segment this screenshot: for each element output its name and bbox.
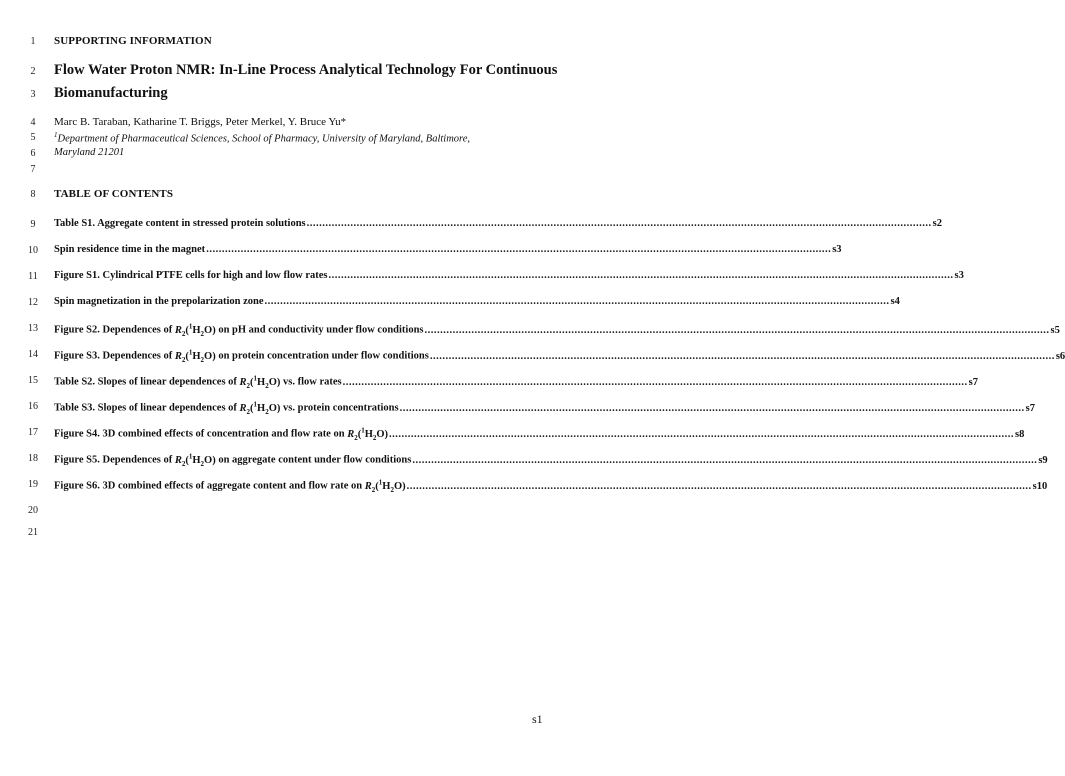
toc-label-post: on pH and conductivity under flow conditions: [215, 324, 424, 336]
r2-open-paren: (: [250, 376, 254, 388]
r2-h-subscript: 2: [200, 355, 205, 364]
paper-title-line1: Flow Water Proton NMR: In-Line Process Analytical Technology For Continuous: [54, 62, 558, 78]
toc-entry[interactable]: [54, 348, 1065, 364]
affiliation-line1: [54, 131, 470, 145]
r2-o: O): [393, 480, 406, 492]
r2-subscript: 2: [181, 329, 186, 338]
line-number: 9: [30, 219, 36, 230]
toc-label-pre: Table S2. Slopes of linear dependences of: [54, 376, 240, 388]
toc-entry-label: Figure S1. Cylindrical PTFE cells for high and low flow rates: [54, 270, 328, 281]
r2-o: O): [268, 402, 281, 414]
r2-symbol: R: [174, 324, 182, 336]
r2-subscript: 2: [181, 459, 186, 468]
toc-entry-page: s6: [1055, 350, 1065, 362]
toc-leader: ........................................................................................................................................................................................................: [429, 350, 1055, 362]
line-number: 18: [28, 453, 38, 464]
toc-entry-label: Spin residence time in the magnet: [54, 244, 206, 255]
toc-entry-label: [54, 374, 342, 390]
toc-entry-page: s7: [1025, 402, 1035, 414]
toc-label-post: on aggregate content under flow conditions: [215, 454, 412, 466]
r2-symbol: R: [174, 350, 182, 362]
r2-h: H: [364, 428, 373, 440]
toc-entry[interactable]: [54, 218, 942, 229]
toc-entry[interactable]: [54, 478, 1048, 494]
line-number: 2: [30, 66, 36, 77]
line-number: 13: [28, 323, 38, 334]
toc-label-pre: Figure S6. 3D combined effects of aggregate content and flow rate on: [54, 480, 365, 492]
r2-open-paren: (: [185, 454, 189, 466]
toc-entry-label: [54, 426, 388, 442]
r2-subscript: 2: [246, 407, 251, 416]
toc-entry-label: [54, 478, 406, 494]
r2-subscript: 2: [181, 355, 186, 364]
r2-symbol: R: [347, 428, 355, 440]
r2-o: O): [204, 324, 216, 336]
line-number: 8: [30, 189, 36, 200]
toc-leader: ........................................................................................................................................................................................................: [389, 428, 1015, 440]
line-number: 19: [28, 479, 38, 490]
toc-entry-page: s4: [890, 296, 900, 307]
r2-h-subscript: 2: [200, 459, 205, 468]
line-number: 12: [28, 297, 38, 308]
r2-isotope: 1: [378, 478, 383, 486]
toc-leader: ........................................................................................................................................................................................................: [206, 244, 832, 255]
toc-leader: ........................................................................................................................................................................................................: [406, 480, 1032, 492]
toc-leader: ........................................................................................................................................................................................................: [412, 454, 1038, 466]
toc-label-post: vs. protein concentrations: [280, 402, 399, 414]
r2-h: H: [192, 350, 201, 362]
r2-symbol: R: [364, 480, 372, 492]
r2-symbol: R: [239, 402, 247, 414]
line-number: 3: [30, 89, 36, 100]
line-number: 4: [30, 117, 36, 128]
paper-title-line2: Biomanufacturing: [54, 85, 168, 101]
toc-entry-page: s5: [1050, 324, 1060, 336]
r2-expression: [239, 374, 281, 390]
toc-entry-label: Table S1. Aggregate content in stressed protein solutions: [54, 218, 306, 229]
r2-open-paren: (: [185, 324, 189, 336]
r2-isotope: 1: [188, 452, 193, 460]
toc-entry-page: s3: [954, 270, 964, 281]
line-number: 6: [30, 148, 36, 159]
r2-subscript: 2: [354, 433, 358, 442]
r2-h-subscript: 2: [372, 433, 377, 442]
line-number: 7: [30, 164, 36, 175]
r2-h: H: [382, 480, 391, 492]
r2-open-paren: (: [357, 428, 362, 440]
r2-expression: [174, 322, 216, 338]
line-number: 11: [28, 271, 38, 282]
line-number: 5: [30, 132, 36, 143]
toc-entry[interactable]: [54, 374, 978, 390]
toc-leader: ........................................................................................................................................................................................................: [328, 270, 954, 281]
toc-label-pre: Figure S3. Dependences of: [54, 350, 175, 362]
affiliation-sup: 1: [54, 131, 58, 139]
affiliation-text: Department of Pharmaceutical Sciences, School of Pharmacy, University of Maryland, Baltimore,: [57, 133, 471, 145]
toc-heading: TABLE OF CONTENTS: [54, 188, 174, 200]
line-number: 14: [28, 349, 38, 360]
r2-subscript: 2: [371, 485, 376, 494]
r2-isotope: 1: [253, 374, 258, 382]
r2-isotope: 1: [361, 426, 365, 434]
r2-isotope: 1: [188, 348, 193, 356]
toc-entry-page: s3: [832, 244, 842, 255]
line-number: 1: [30, 36, 36, 47]
toc-entry[interactable]: [54, 452, 1048, 468]
r2-o: O): [376, 428, 389, 440]
line-number: 20: [28, 505, 38, 516]
toc-entry-page: s8: [1015, 428, 1025, 440]
line-number: 21: [28, 527, 38, 538]
toc-leader: ........................................................................................................................................................................................................: [264, 296, 890, 307]
toc-label-post: vs. flow rates: [280, 376, 342, 388]
toc-entry-page: s7: [968, 376, 978, 388]
toc-label-pre: Table S3. Slopes of linear dependences of: [54, 402, 240, 414]
r2-h: H: [192, 454, 201, 466]
toc-entry[interactable]: [54, 426, 1025, 442]
toc-entry-label: [54, 452, 411, 468]
toc-entry[interactable]: [54, 244, 842, 255]
toc-label-post: on protein concentration under flow conditions: [215, 350, 429, 362]
r2-h: H: [257, 376, 266, 388]
toc-entry-label: [54, 348, 429, 364]
toc-leader: ........................................................................................................................................................................................................: [399, 402, 1025, 414]
toc-entry[interactable]: [54, 296, 900, 307]
r2-h-subscript: 2: [265, 407, 269, 416]
r2-h: H: [192, 324, 201, 336]
r2-isotope: 1: [253, 400, 258, 408]
r2-o: O): [204, 350, 216, 362]
r2-subscript: 2: [246, 381, 251, 390]
r2-h-subscript: 2: [200, 329, 205, 338]
r2-expression: [364, 478, 406, 494]
toc-entry[interactable]: [54, 322, 1060, 338]
r2-symbol: R: [239, 376, 247, 388]
r2-h: H: [257, 402, 266, 414]
r2-expression: [174, 348, 216, 364]
toc-leader: ........................................................................................................................................................................................................: [306, 218, 932, 229]
r2-open-paren: (: [375, 480, 379, 492]
r2-expression: [347, 426, 389, 442]
toc-entry-page: s10: [1032, 480, 1048, 492]
authors: Marc B. Taraban, Katharine T. Briggs, Peter Merkel, Y. Bruce Yu*: [54, 116, 347, 128]
toc-entry-label: [54, 400, 399, 416]
r2-expression: [239, 400, 281, 416]
r2-open-paren: (: [250, 402, 254, 414]
toc-entry-page: s2: [932, 218, 942, 229]
toc-entry-page: s9: [1038, 454, 1048, 466]
page-number: s1: [532, 712, 543, 726]
toc-leader: ........................................................................................................................................................................................................: [342, 376, 968, 388]
toc-label-pre: Figure S2. Dependences of: [54, 324, 175, 336]
toc-leader: ........................................................................................................................................................................................................: [424, 324, 1050, 336]
r2-h-subscript: 2: [265, 381, 269, 390]
affiliation-line2: Maryland 21201: [54, 147, 125, 158]
r2-o: O): [204, 454, 216, 466]
r2-isotope: 1: [188, 322, 193, 330]
line-number: 16: [28, 401, 38, 412]
toc-entry-label: Spin magnetization in the prepolarization zone: [54, 296, 264, 307]
line-number: 10: [28, 245, 38, 256]
line-number: 15: [28, 375, 38, 386]
toc-entry[interactable]: [54, 400, 1035, 416]
r2-h-subscript: 2: [390, 485, 394, 494]
toc-label-pre: Figure S4. 3D combined effects of concentration and flow rate on: [54, 428, 348, 440]
r2-expression: [174, 452, 216, 468]
supporting-info-header: SUPPORTING INFORMATION: [54, 35, 212, 47]
toc-entry-label: [54, 322, 424, 338]
r2-o: O): [268, 376, 281, 388]
r2-symbol: R: [174, 454, 182, 466]
r2-open-paren: (: [185, 350, 189, 362]
toc-label-pre: Figure S5. Dependences of: [54, 454, 175, 466]
line-number: 17: [28, 427, 38, 438]
toc-entry[interactable]: [54, 270, 964, 281]
